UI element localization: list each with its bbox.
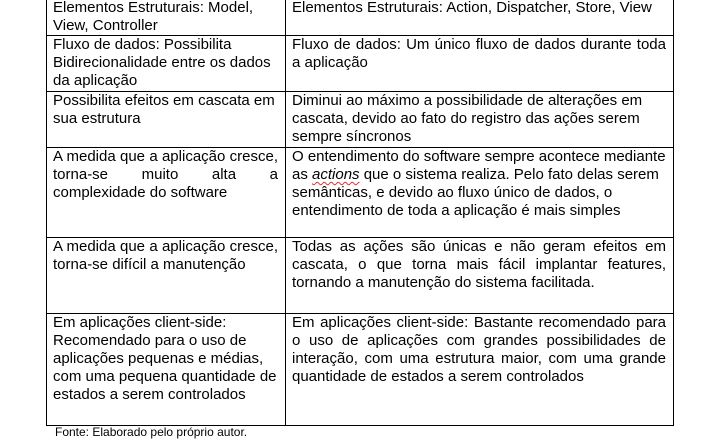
table-row — [47, 314, 674, 426]
table-cell: Elementos Estruturais: Action, Dispatcher, Store, View — [286, 0, 674, 36]
table-cell: A medida que a aplicação cresce, torna-se muito alta a complexidade do software — [47, 148, 286, 238]
table-cell: Todas as ações são únicas e não geram efeitos em cascata, o que torna mais fácil implantar features, tornando a manutenção do sistema facilitada. — [286, 238, 674, 314]
table-cell: Em aplicações client-side: Bastante recomendado para o uso de aplicações com grandes possibilidades de interação, com uma estrutura maior, com uma grande quantidade de estados a serem controlados — [286, 314, 674, 426]
table-cell: A medida que a aplicação cresce, torna-se difícil a manutenção — [47, 238, 286, 314]
table-cell: Elementos Estruturais: Model, View, Controller — [47, 0, 286, 36]
table-row — [47, 238, 674, 314]
table-row — [47, 148, 674, 238]
comparison-table — [46, 0, 674, 426]
table-cell: Em aplicações client-side: Recomendado para o uso de aplicações pequenas e médias, com uma pequena quantidade de estados a serem controlados — [47, 314, 286, 426]
cell-text: O entendimento do software sempre acontece mediante as — [292, 148, 666, 183]
table-row — [47, 36, 674, 92]
table-cell: Fluxo de dados: Possibilita Bidirecionalidade entre os dados da aplicação — [47, 36, 286, 92]
table-cell: Possibilita efeitos em cascata em sua estrutura — [47, 92, 286, 148]
table-row — [47, 92, 674, 148]
table-cell: Diminui ao máximo a possibilidade de alterações em cascata, devido ao fato do registro das ações serem sempre síncronos — [286, 92, 674, 148]
table-cell — [286, 148, 674, 238]
cell-text: que o sistema realiza. Pelo fato delas serem semânticas, e devido ao fluxo único de dados, o entendimento de toda a aplicação é mais simples — [292, 166, 659, 219]
table-cell: Fluxo de dados: Um único fluxo de dados durante toda a aplicação — [286, 36, 674, 92]
table-caption: Fonte: Elaborado pelo próprio autor. — [55, 425, 248, 439]
cell-emphasis: actions — [312, 166, 360, 183]
table-row — [47, 0, 674, 36]
